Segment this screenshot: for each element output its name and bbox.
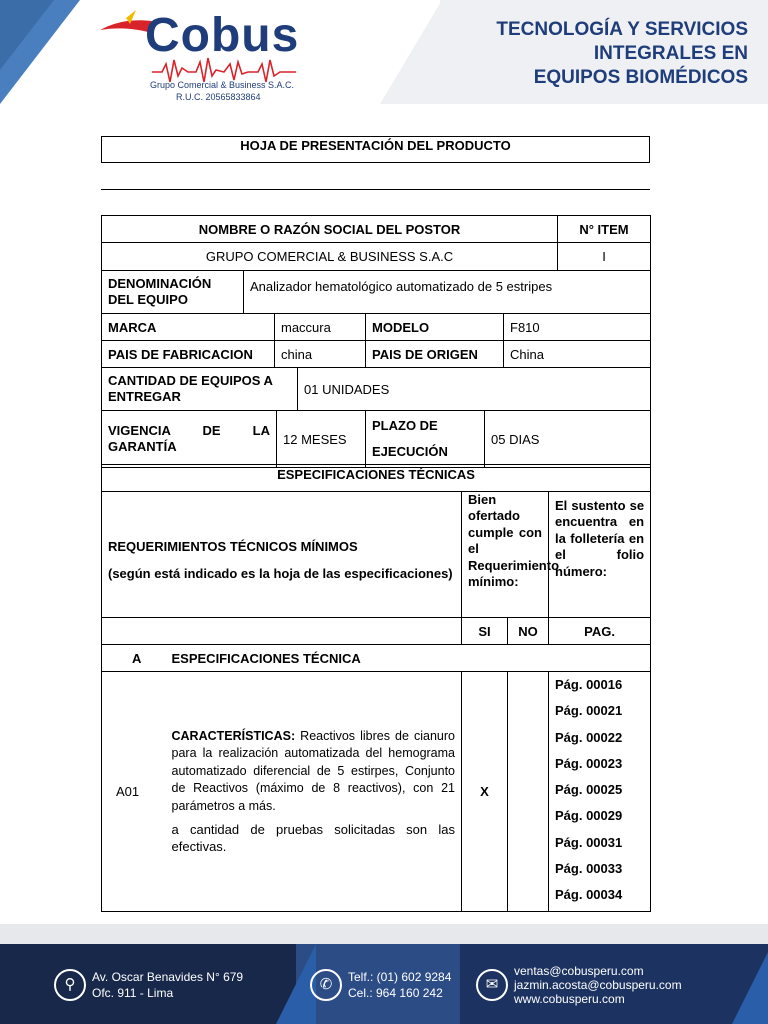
marca-value: maccura	[275, 314, 366, 341]
email-link[interactable]: ventas@cobusperu.com	[514, 964, 644, 978]
mail-icon: ✉	[476, 969, 508, 1001]
spec-blank	[102, 618, 462, 645]
email-link[interactable]: jazmin.acosta@cobusperu.com	[514, 978, 682, 992]
tagline-line: TECNOLOGÍA Y SERVICIOS	[496, 19, 748, 40]
page-ref: Pág. 00022	[555, 729, 623, 745]
brand-ruc: R.U.C. 20565833864	[176, 92, 261, 102]
cantidad-label: CANTIDAD DE EQUIPOS A ENTREGAR	[102, 368, 298, 411]
page-ref: Pág. 00016	[555, 677, 623, 692]
page-ref: Pág. 00034	[555, 887, 623, 903]
caracteristicas-text: Reactivos libres de cianuro para la realización automatizada del hemograma automatizado diferencial de 5 estirpes, Conjunto de Reactivos (máximo de 8 reactivos), con 21 parámetros a más.	[171, 728, 455, 813]
spec-header: ESPECIFICACIONES TÉCNICAS	[102, 465, 651, 492]
page-list	[549, 672, 651, 912]
phone-line: Telf.: (01) 602 9284	[348, 970, 452, 984]
plazo-value: 05 DIAS	[485, 411, 651, 468]
vigencia-value: 12 MESES	[277, 411, 366, 468]
header-accent-triangle-dark	[0, 0, 54, 70]
page-header	[0, 0, 768, 108]
footer-address	[92, 969, 243, 1001]
page-ref: Pág. 00025	[555, 782, 623, 798]
tagline-line: INTEGRALES EN	[593, 43, 748, 64]
postor-table	[101, 215, 651, 271]
no-mark	[508, 672, 549, 912]
plazo-label	[366, 411, 485, 468]
bien-ofertado-header: Bien ofertado cumple con el Requerimiento mínimo:	[462, 492, 549, 618]
pag-header: PAG.	[549, 618, 651, 645]
pais-fabricacion-value: china	[275, 341, 366, 368]
pais-fabricacion-label: PAIS DE FABRICACION	[102, 341, 275, 368]
si-header: SI	[462, 618, 508, 645]
caracteristicas-label: CARACTERÍSTICAS:	[171, 728, 296, 743]
caracteristicas-extra: a cantidad de pruebas solicitadas son las efectivas.	[171, 822, 455, 855]
requerimientos-sub: (según está indicado es la hoja de las especificaciones)	[108, 566, 453, 581]
modelo-value: F810	[504, 314, 651, 341]
cantidad-table	[101, 367, 651, 411]
sustento-header: El sustento se encuentra en la folletería en el folio número:	[549, 492, 651, 618]
phone-line: Cel.: 964 160 242	[348, 986, 443, 1000]
header-tagline	[496, 18, 748, 90]
modelo-label: MODELO	[366, 314, 504, 341]
denominacion-table	[101, 270, 651, 314]
brand-company: Grupo Comercial & Business S.A.C.	[150, 80, 295, 90]
address-line: Av. Oscar Benavides N° 679	[92, 970, 244, 984]
plazo-label-line: EJECUCIÓN	[372, 444, 448, 459]
header-band-cut	[380, 0, 442, 104]
page-footer	[0, 924, 768, 1024]
footer-stripe	[732, 944, 768, 1024]
tagline-line: EQUIPOS BIOMÉDICOS	[533, 67, 748, 88]
section-letter: A	[102, 645, 172, 672]
address-line: Ofc. 911 - Lima	[92, 986, 174, 1000]
caracteristicas-cell	[172, 672, 462, 912]
separator-line	[101, 189, 650, 190]
location-icon: ⚲	[54, 969, 86, 1001]
page-ref: Pág. 00023	[555, 755, 623, 771]
footer-top-band	[0, 924, 768, 944]
phone-icon: ✆	[310, 969, 342, 1001]
page-ref: Pág. 00033	[555, 861, 623, 877]
cantidad-value: 01 UNIDADES	[298, 368, 651, 411]
item-code: A01	[102, 672, 172, 912]
plazo-label-line: PLAZO DE	[372, 418, 438, 433]
item-value: I	[558, 243, 651, 271]
postor-header: NOMBRE O RAZÓN SOCIAL DEL POSTOR	[102, 216, 558, 243]
marca-label: MARCA	[102, 314, 275, 341]
brand-wordmark: Cobus	[145, 9, 300, 62]
requerimientos-cell	[102, 492, 462, 618]
marca-table	[101, 313, 651, 368]
page-ref: Pág. 00029	[555, 808, 623, 824]
footer-phones	[348, 969, 451, 1001]
requerimientos-title: REQUERIMIENTOS TÉCNICOS MÍNIMOS	[108, 539, 358, 554]
denominacion-value: Analizador hematológico automatizado de 5 estripes	[244, 271, 651, 314]
section-title: ESPECIFICACIONES TÉCNICA	[172, 645, 651, 672]
footer-contacts	[514, 964, 682, 1006]
no-header: NO	[508, 618, 549, 645]
especificaciones-table	[101, 464, 651, 912]
document-title: HOJA DE PRESENTACIÓN DEL PRODUCTO	[101, 136, 650, 163]
denominacion-label: DENOMINACIÓN DEL EQUIPO	[102, 271, 244, 314]
page-ref: Pág. 00021	[555, 703, 623, 719]
si-mark: X	[462, 672, 508, 912]
pais-origen-value: China	[504, 341, 651, 368]
page-ref: Pág. 00031	[555, 834, 623, 850]
vigencia-label: VIGENCIA DE LA GARANTÍA	[102, 411, 277, 468]
vigencia-table	[101, 410, 651, 468]
website-link[interactable]: www.cobusperu.com	[514, 992, 625, 1006]
item-header: N° ITEM	[558, 216, 651, 243]
pais-origen-label: PAIS DE ORIGEN	[366, 341, 504, 368]
postor-value: GRUPO COMERCIAL & BUSINESS S.A.C	[102, 243, 558, 271]
